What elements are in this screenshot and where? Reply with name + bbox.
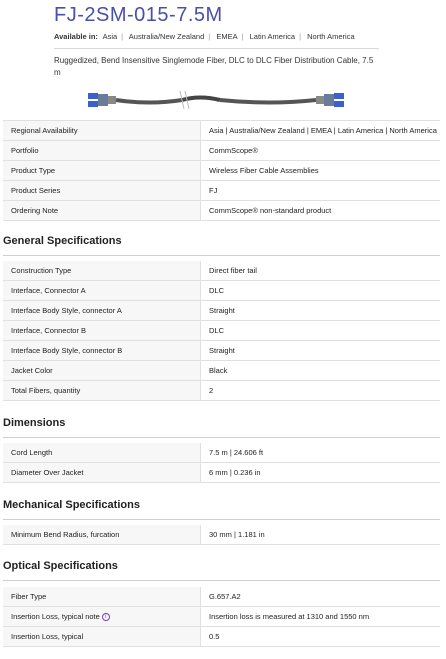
product-description: Ruggedized, Bend Insensitive Singlemode Fiber, DLC to DLC Fiber Distribution Cable, 7.5 m	[54, 56, 374, 77]
header-divider	[54, 48, 379, 49]
dimensions-table	[3, 443, 440, 483]
availability-line: Available in: Asia | Australia/New Zealand | EMEA | Latin America | North America	[54, 32, 355, 41]
section-title-mechanical: Mechanical Specifications	[3, 499, 140, 511]
table-row: Diameter Over Jacket 6 mm | 0.236 in	[3, 463, 440, 483]
region-anz: Australia/New Zealand	[128, 32, 205, 41]
connector-a-icon	[88, 93, 116, 107]
section-divider	[3, 437, 440, 438]
table-row: Minimum Bend Radius, furcation 30 mm | 1.181 in	[3, 525, 440, 545]
table-row: Interface, Connector A DLC	[3, 281, 440, 301]
table-row: Portfolio CommScope®	[3, 141, 440, 161]
table-row: Jacket Color Black	[3, 361, 440, 381]
region-na: North America	[307, 32, 355, 41]
available-label: Available in:	[54, 32, 98, 41]
cable-product-image	[70, 85, 360, 115]
insertion-loss-note-label: Insertion Loss, typical note	[11, 612, 100, 621]
table-row: Interface, Connector B DLC	[3, 321, 440, 341]
general-specs-table	[3, 261, 440, 401]
table-row: Interface Body Style, connector B Straight	[3, 341, 440, 361]
product-title: FJ-2SM-015-7.5M	[54, 4, 223, 26]
table-row: Construction Type Direct fiber tail	[3, 261, 440, 281]
table-row: Regional Availability Asia | Australia/New Zealand | EMEA | Latin America | North America	[3, 121, 440, 141]
region-emea: EMEA	[216, 32, 238, 41]
mechanical-specs-table	[3, 525, 440, 545]
section-divider	[3, 255, 440, 256]
table-row: Total Fibers, quantity 2	[3, 381, 440, 401]
table-row: Cord Length 7.5 m | 24.606 ft	[3, 443, 440, 463]
table-row: Insertion Loss, typical 0.5	[3, 627, 440, 647]
optical-specs-table	[3, 587, 440, 647]
region-asia: Asia	[102, 32, 118, 41]
region-latam: Latin America	[249, 32, 296, 41]
info-icon[interactable]: i	[102, 613, 110, 621]
table-row: Product Type Wireless Fiber Cable Assemblies	[3, 161, 440, 181]
section-title-general: General Specifications	[3, 235, 122, 247]
section-divider	[3, 580, 440, 581]
section-title-dimensions: Dimensions	[3, 417, 66, 429]
section-title-optical: Optical Specifications	[3, 560, 118, 572]
table-row: Interface Body Style, connector A Straight	[3, 301, 440, 321]
overview-table	[3, 120, 440, 221]
table-row: Insertion Loss, typical note i Insertion loss is measured at 1310 and 1550 nm	[3, 607, 440, 627]
product-header	[54, 0, 384, 79]
table-row: Ordering Note CommScope® non-standard product	[3, 201, 440, 221]
table-row: Fiber Type G.657.A2	[3, 587, 440, 607]
section-divider	[3, 519, 440, 520]
connector-b-icon	[316, 93, 344, 107]
table-row: Product Series FJ	[3, 181, 440, 201]
